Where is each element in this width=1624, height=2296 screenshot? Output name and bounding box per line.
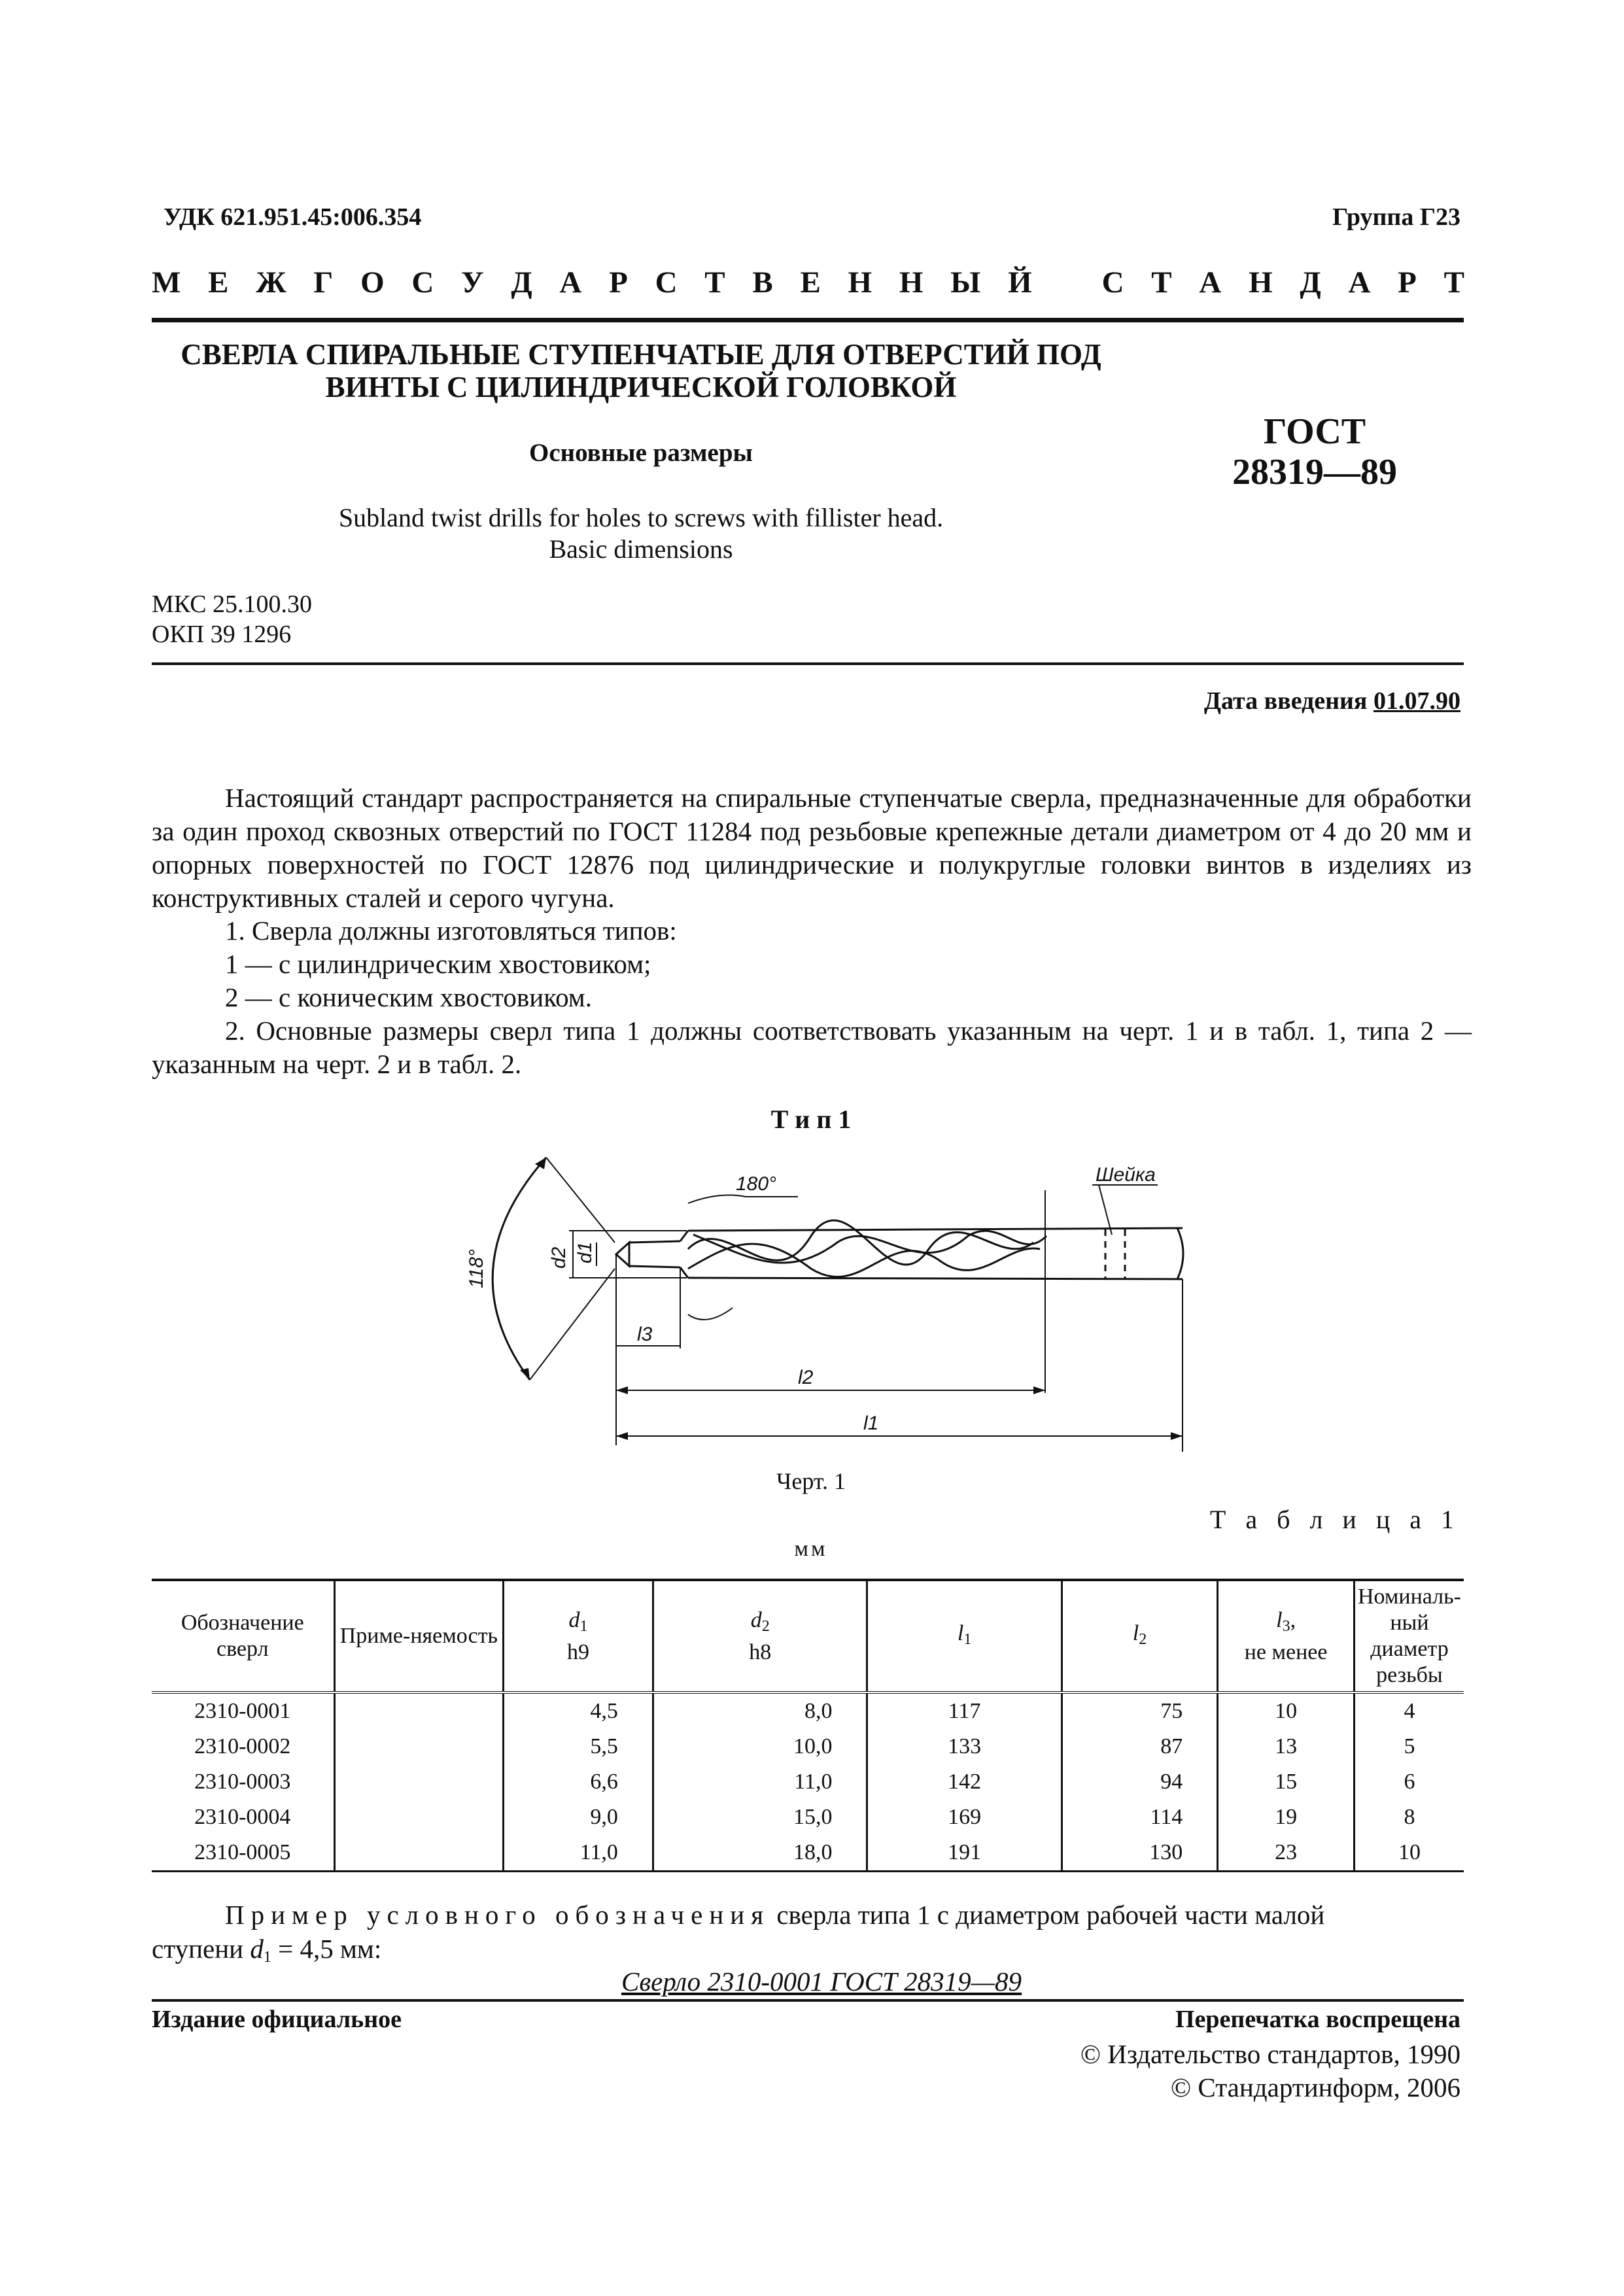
dimensions-table [152,1579,1464,1872]
cell-l3: 10 [1218,1692,1355,1729]
cell-d1: 5,5 [504,1729,653,1764]
header-rule [152,318,1464,322]
l2-arrow-left [616,1386,628,1394]
cell-l3: 23 [1218,1835,1355,1872]
figure-type-label: Т и п 1 [770,1105,852,1134]
gost-number: 28319—89 [1232,452,1397,492]
official-edition: Издание официальное [152,2006,402,2033]
shank-end [1177,1228,1183,1279]
item-1: 1. Сверла должны изготовляться типов: [225,916,677,946]
mks-code: МКС 25.100.30 [152,591,313,618]
body-bottom [688,1278,1183,1279]
l1-arrow-right [1171,1432,1183,1440]
copyright-2006: © Стандартинформ, 2006 [1171,2072,1460,2102]
reprint-prohibited: Перепечатка воспрещена [1175,2006,1460,2033]
example-label: Пример условного обозначения [225,1900,770,1930]
table-row [152,1800,1464,1835]
cell-l2: 130 [1062,1835,1218,1872]
item-1b: 2 — с коническим хвостовиком. [225,982,592,1012]
table-row [152,1835,1464,1872]
step-bottom [629,1266,680,1267]
header-nominal-thread: Номиналь-ный диаметр резьбы [1354,1580,1464,1692]
cell-code: 2310-0004 [152,1800,334,1835]
standard-type-left: М Е Ж Г О С У Д А Р С Т В Е Н Н Ы Й [152,266,1040,300]
cell-nominal: 6 [1354,1764,1464,1800]
table-label: Т а б л и ц а 1 [1209,1505,1460,1534]
cell-applicability [334,1764,504,1800]
header-l3-sub: 3 [1282,1617,1290,1635]
title-line1: СВЕРЛА СПИРАЛЬНЫЕ СТУПЕНЧАТЫЕ ДЛЯ ОТВЕРСТИЙ ПОД [181,338,1101,371]
cell-code: 2310-0002 [152,1729,334,1764]
group-code: Группа Г23 [1332,203,1460,231]
angle-180-arc [688,1195,746,1203]
header-applicability: Приме-няемость [334,1580,504,1692]
cell-applicability [334,1692,504,1729]
english-title-line2: Basic dimensions [549,534,733,564]
table-row [152,1692,1464,1729]
step-top [629,1241,680,1242]
example-text1: сверла типа 1 с диаметром рабочей части малой [770,1900,1325,1930]
cell-l3: 13 [1218,1729,1355,1764]
cell-d2: 18,0 [653,1835,867,1872]
cell-l3: 19 [1218,1800,1355,1835]
angle-180-arc-lower [688,1308,733,1320]
cell-applicability [334,1800,504,1835]
table-row [152,1764,1464,1800]
title-line2: ВИНТЫ С ЦИЛИНДРИЧЕСКОЙ ГОЛОВКОЙ [325,371,957,403]
l2-label: l2 [798,1367,814,1388]
table-header-row [152,1580,1464,1692]
cell-l1: 142 [867,1764,1062,1800]
extension-line-bottom [530,1269,615,1380]
cell-l2: 87 [1062,1729,1218,1764]
flute-3 [693,1231,1046,1263]
l2-arrow-right [1033,1386,1045,1394]
udk-code: УДК 621.951.45:006.354 [164,203,422,231]
figure-caption: Черт. 1 [776,1468,846,1494]
extension-line-top [546,1157,615,1242]
cell-l3: 15 [1218,1764,1355,1800]
header-l3-min: не менее [1244,1639,1328,1664]
header-d2 [653,1580,867,1692]
header-designation: Обозначение сверл [152,1580,334,1692]
example-text2-suffix: = 4,5 мм: [271,1934,382,1964]
example-designation: Сверло 2310-0001 ГОСТ 28319—89 [621,1966,1022,1996]
english-title-line1: Subland twist drills for holes to screws with fillister head. [338,503,944,532]
cell-code: 2310-0005 [152,1835,334,1872]
cell-l1: 117 [867,1692,1062,1729]
l1-arrow-left [616,1432,628,1440]
cell-nominal: 8 [1354,1800,1464,1835]
gost-label: ГОСТ [1263,411,1366,452]
cell-d2: 15,0 [653,1800,867,1835]
example-d-sub: 1 [263,1949,271,1966]
cell-nominal: 10 [1354,1835,1464,1872]
classification-rule [152,662,1464,665]
d2-label: d2 [548,1246,570,1269]
arrow-bottom [520,1368,530,1380]
cell-code: 2310-0001 [152,1692,334,1729]
flute-1 [688,1220,1033,1265]
header-l2 [1062,1580,1218,1692]
header-l2-symbol: l [1132,1620,1139,1645]
l1-label: l1 [863,1413,879,1434]
header-l3 [1218,1580,1355,1692]
cell-l2: 114 [1062,1800,1218,1835]
example-d-var: d [250,1934,264,1964]
cell-nominal: 5 [1354,1729,1464,1764]
cell-code: 2310-0003 [152,1764,334,1800]
step-face-bottom [680,1267,688,1278]
intro-paragraph: Настоящий стандарт распространяется на спиральные ступенчатые сверла, предназначенные для обработки за один проход сквозных отверстий по ГОСТ 11284 под резьбовые крепежные детали диаметром от 4 до 20 мм и опорных поверхностей по ГОСТ 12876 под цилиндрические и полукруглые головки винтов в изделиях из конструктивных сталей и серого чугуна. [152,783,1472,913]
cell-nominal: 4 [1354,1692,1464,1729]
okp-code: ОКП 39 1296 [152,621,292,648]
cell-l1: 133 [867,1729,1062,1764]
table-body [152,1692,1464,1872]
drill-tip [616,1242,629,1266]
angle-118-label: 118° [466,1249,487,1288]
item-2: 2. Основные размеры сверл типа 1 должны соответствовать указанным на черт. 1 и в табл. 1, типа 2 — указанным на черт. 2 и в табл. 2. [152,1016,1472,1079]
standard-type-right: С Т А Н Д А Р Т [1101,266,1472,300]
example-line1 [152,1898,1472,1932]
header-d1-symbol: d [568,1607,580,1632]
subtitle: Основные размеры [528,439,753,467]
l3-label: l3 [637,1324,653,1345]
cell-d2: 11,0 [653,1764,867,1800]
header-l1-sub: 1 [963,1630,972,1648]
cell-applicability [334,1835,504,1872]
item-1a: 1 — с цилиндрическим хвостовиком; [225,949,651,979]
cell-d1: 6,6 [504,1764,653,1800]
drill-drawing [445,1138,1217,1491]
table-row [152,1729,1464,1764]
footer-rule [152,1999,1464,2002]
cell-d1: 9,0 [504,1800,653,1835]
d1-label: d1 [574,1241,596,1263]
angle-118-arc [492,1157,546,1380]
step-face-top [680,1231,688,1241]
body-top [688,1228,1183,1231]
header-l3-comma: , [1290,1607,1296,1632]
cell-d2: 8,0 [653,1692,867,1729]
angle-180-label: 180° [736,1173,777,1195]
header-l1 [867,1580,1062,1692]
cell-applicability [334,1729,504,1764]
header-d1 [504,1580,653,1692]
cell-d1: 11,0 [504,1835,653,1872]
cell-l1: 191 [867,1835,1062,1872]
header-d1-sub: 1 [579,1617,588,1635]
header-l1-symbol: l [957,1620,964,1645]
header-l2-sub: 2 [1139,1630,1147,1648]
cell-l2: 94 [1062,1764,1218,1800]
neck-label: Шейка [1096,1164,1156,1186]
header-d1-tolerance: h9 [567,1639,590,1664]
cell-l2: 75 [1062,1692,1218,1729]
header-d2-symbol: d [750,1607,762,1632]
cell-d2: 10,0 [653,1729,867,1764]
introduction-date-label: Дата введения [1203,687,1368,715]
header-d2-tolerance: h8 [749,1639,772,1664]
header-d2-sub: 2 [761,1617,770,1635]
example-text2-prefix: ступени [152,1934,251,1964]
copyright-1990: © Издательство стандартов, 1990 [1080,2039,1460,2069]
cell-l1: 169 [867,1800,1062,1835]
neck-leader [1099,1185,1112,1235]
introduction-date-value: 01.07.90 [1373,687,1460,715]
header-l3-symbol: l [1276,1607,1283,1632]
introduction-date [1204,687,1460,715]
table-units: мм [794,1537,828,1561]
cell-d1: 4,5 [504,1692,653,1729]
